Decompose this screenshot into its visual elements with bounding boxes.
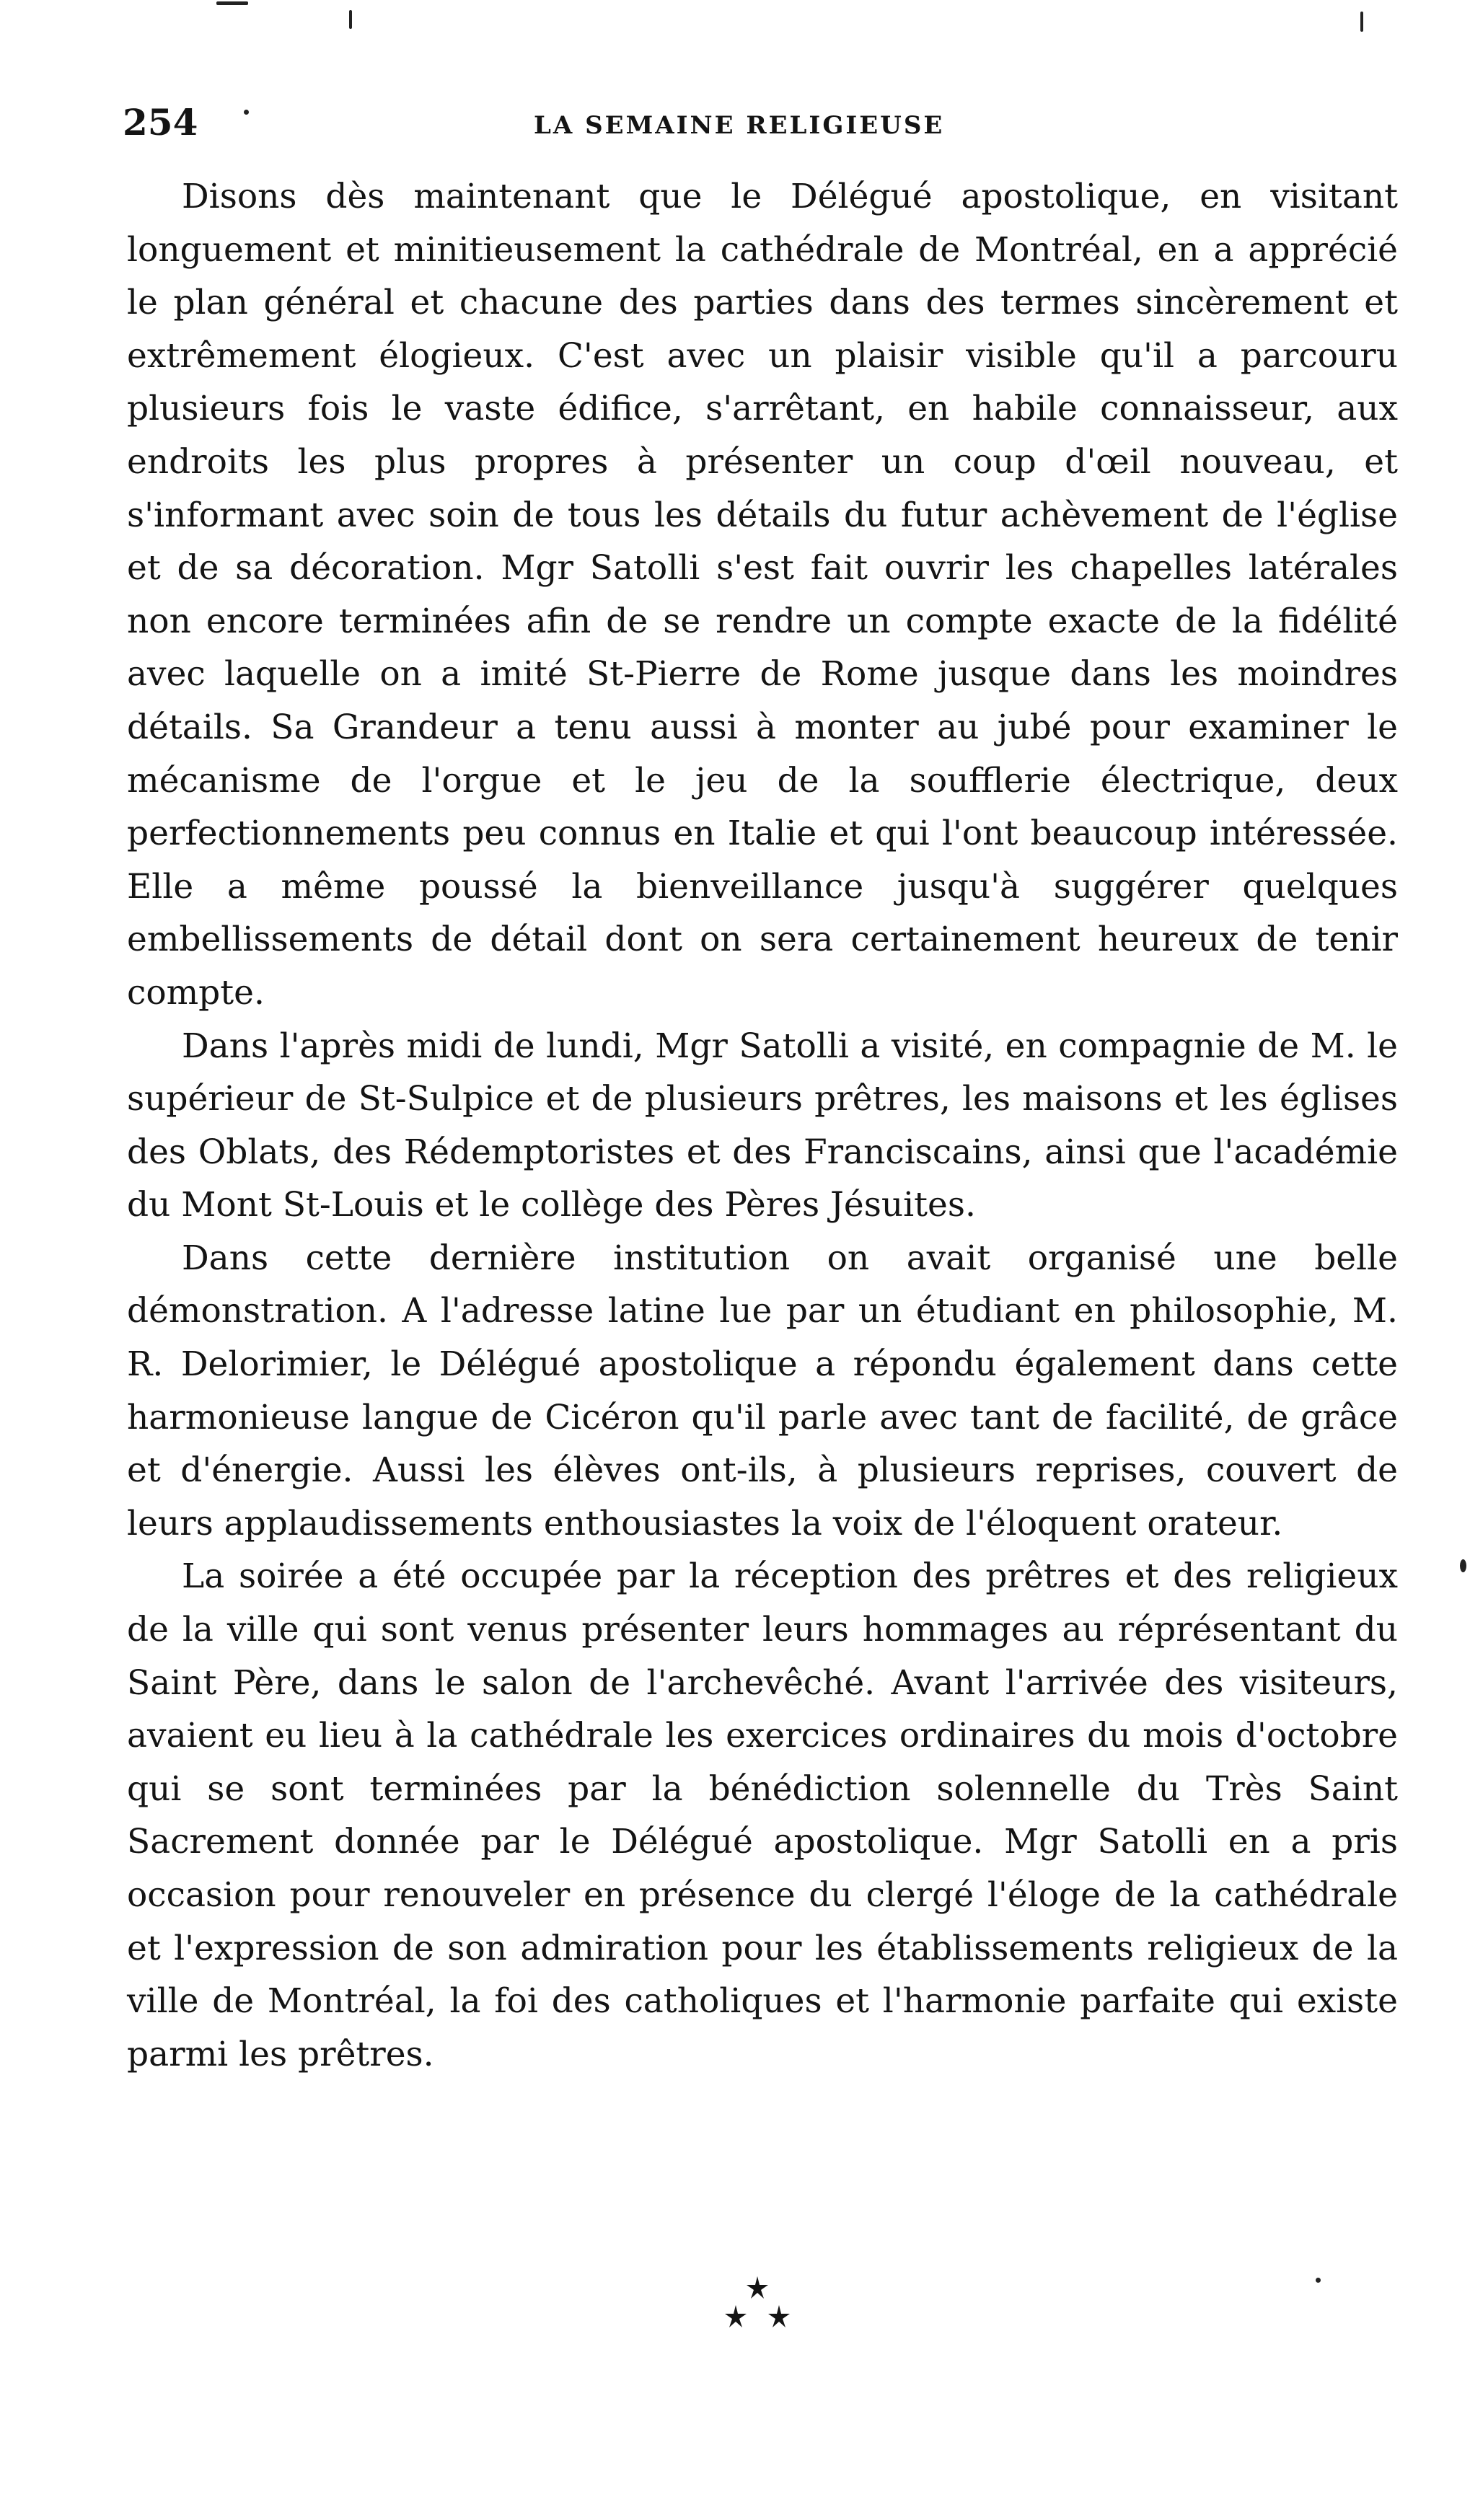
asterism-ornament [714,2270,801,2343]
star-top [747,2276,768,2299]
running-title: LA SEMAINE RELIGIEUSE [534,111,945,140]
asterism-stars [725,2276,790,2327]
paragraph: Disons dès maintenant que le Délégué apostolique, en visitant longuement et minitieusement la cathédrale de Montréal, en a apprécié le plan général et chacune des parties dans des termes sincèrement et extrêmement élogieux. C'est avec un plaisir visible qu'il a parcouru plusieurs fois le vaste édifice, s'arrêtant, en habile connaisseur, aux endroits les plus propres à présenter un coup d'œil nouveau, et s'informant avec soin de tous les détails du futur achèvement de l'église et de sa décoration. Mgr Satolli s'est fait ouvrir les chapelles latérales non encore terminées afin de se rendre un compte exacte de la fidélité avec laquelle on a imité St-Pierre de Rome jusque dans les moindres détails. Sa Grandeur a tenu aussi à monter au jubé pour examiner le mécanisme de l'orgue et le jeu de la soufflerie électrique, deux perfectionnements peu connus en Italie et qui l'ont beaucoup intéressée. Elle a même poussé la bienveillance jusqu'à suggérer quelques embellissements de détail dont on sera certainement heureux de tenir compte. [127,177,1398,1013]
page-header [123,101,1407,151]
print-speck [349,10,352,29]
print-speck [1460,1559,1466,1572]
star-right [768,2305,790,2327]
page-number: 254 [123,101,198,144]
print-speck [216,1,248,5]
print-speck [1316,2278,1321,2283]
star-left [725,2305,747,2327]
article-body [127,170,1398,2081]
print-speck [1360,12,1363,32]
paragraph: Dans cette dernière institution on avait organisé une belle démonstration. A l'adresse latine lue par un étudiant en philosophie, M. R. Delorimier, le Délégué apostolique a répondu également dans cette harmonieuse langue de Cicéron qu'il parle avec tant de facilité, de grâce et d'énergie. Aussi les élèves ont-ils, à plusieurs reprises, couvert de leurs applaudissements enthousiastes la voix de l'éloquent orateur. [127,1238,1398,1543]
paragraph: La soirée a été occupée par la réception des prêtres et des religieux de la ville qui sont venus présenter leurs hommages au réprésentant du Saint Père, dans le salon de l'archevêché. Avant l'arrivée des visiteurs, avaient eu lieu à la cathédrale les exercices ordinaires du mois d'octobre qui se sont terminées par la bénédiction solennelle du Très Saint Sacrement donnée par le Délégué apostolique. Mgr Satolli en a pris occasion pour renouveler en présence du clergé l'éloge de la cathédrale et l'expression de son admiration pour les établissements religieux de la ville de Montréal, la foi des catholiques et l'harmonie parfaite qui existe parmi les prêtres. [127,1556,1398,2074]
paragraph: Dans l'après midi de lundi, Mgr Satolli a visité, en compagnie de M. le supérieur de St-Sulpice et de plusieurs prêtres, les maisons et les églises des Oblats, des Rédemptoristes et des Franciscains, ainsi que l'académie du Mont St-Louis et le collège des Pères Jésuites. [127,1026,1398,1225]
